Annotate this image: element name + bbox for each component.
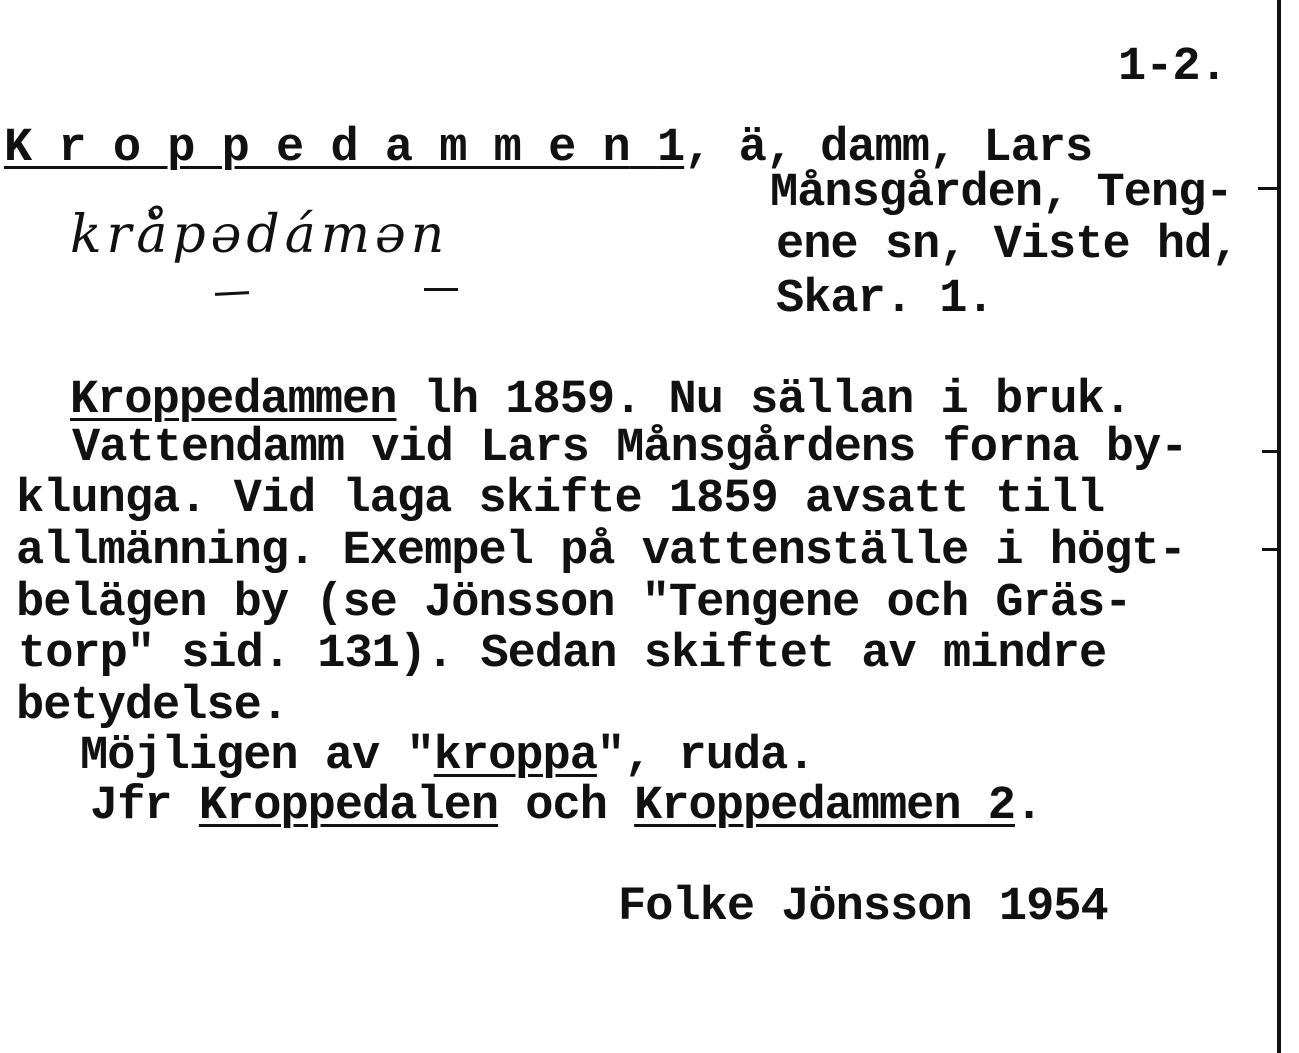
body-line-3: klunga. Vid laga skifte 1859 avsatt till [16,473,1105,526]
headword-meta-line3: ene sn, Viste hd, [776,219,1239,272]
headword-number: 1 [656,122,685,175]
cross-ref-2: Kroppedammen 2 [634,780,1015,833]
headword-meta: , ä, damm, Lars [684,122,1093,175]
body-line-5: belägen by (se Jönsson "Tengene och Gräs- [16,577,1132,630]
pronunciation-stress-mark [424,288,458,291]
hyphen-mark [1258,187,1280,190]
hyphen-mark [1262,450,1280,453]
body-line-1: Kroppedammen lh 1859. Nu sällan i bruk. [70,374,1131,427]
body-headword-ref: Kroppedammen [70,374,397,427]
body-line-7: betydelse. [16,680,289,733]
body-line-9: Jfr Kroppedalen och Kroppedammen 2. [90,780,1043,833]
headword-line [4,122,1093,175]
pronunciation-stress-mark [215,291,249,296]
body-line-2: Vattendamm vid Lars Månsgårdens forna by- [72,422,1188,475]
body-line-8: Möjligen av "kroppa", ruda. [80,730,815,783]
card-right-edge [1277,0,1281,1053]
card-number: 1-2. [1118,41,1227,94]
hyphen-mark [1262,548,1280,551]
body-line-6: torp" sid. 131). Sedan skiftet av mindre [18,628,1107,681]
signature: Folke Jönsson 1954 [618,881,1108,934]
headword-meta-line2: Månsgården, Teng- [770,167,1233,220]
body-line-4: allmänning. Exempel på vattenställe i högt- [16,525,1186,578]
handwritten-pronunciation: krå̀pədámən [70,205,450,265]
headword-meta-line4: Skar. 1. [776,273,994,326]
cross-ref-1: Kroppedalen [198,780,499,833]
etymology-word: kroppa [433,730,597,783]
headword-name: K r o p p e d a m m e n [4,122,630,175]
